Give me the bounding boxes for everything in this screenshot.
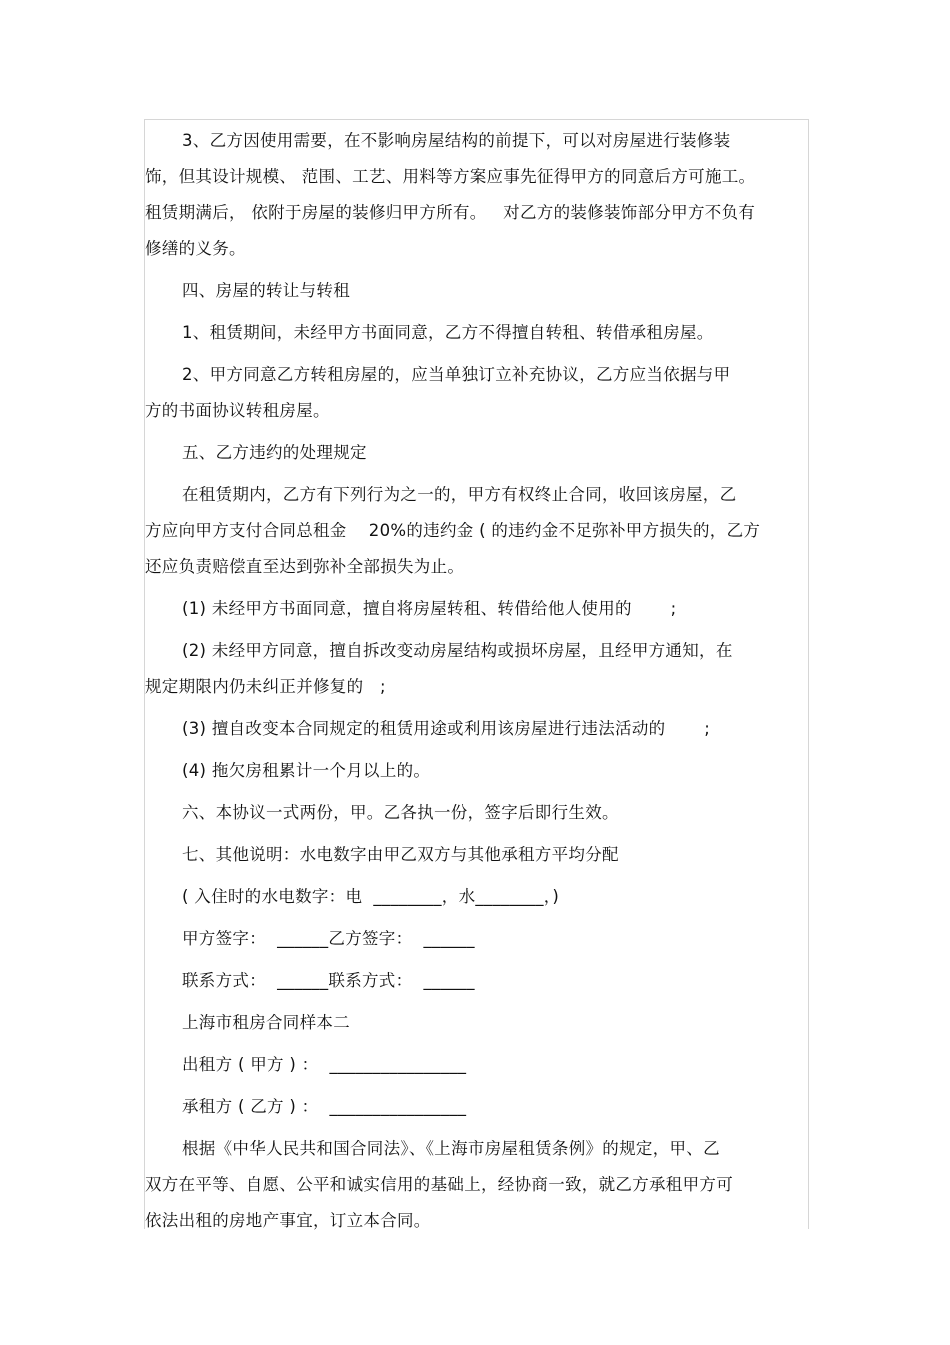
section-5-para-line-2: 方应向甲方支付合同总租金 20%的违约金 ( 的违约金不足弥补甲方损失的，乙方 — [145, 521, 761, 540]
violation-item-4: (4) 拖欠房租累计一个月以上的。 — [182, 761, 431, 780]
section-4-item-1: 1、租赁期间，未经甲方书面同意，乙方不得擅自转租、转借承租房屋。 — [182, 323, 714, 342]
section-5-heading: 五、乙方违约的处理规定 — [182, 443, 367, 462]
clause-3-line-4: 修缮的义务。 — [145, 239, 246, 258]
signature-line: 甲方签字： ______乙方签字： ______ — [182, 929, 475, 948]
preamble-line-1: 根据《中华人民共和国合同法》、《上海市房屋租赁条例》的规定，甲、乙 — [182, 1139, 720, 1158]
section-4-item-2-line-2: 方的书面协议转租房屋。 — [145, 401, 330, 420]
section-7-text: 七、其他说明：水电数字由甲乙双方与其他承租方平均分配 — [182, 845, 619, 864]
violation-item-2-line-1: (2) 未经甲方同意，擅自拆改变动房屋结构或损坏房屋，且经甲方通知，在 — [182, 641, 733, 660]
page-frame-right-border — [808, 119, 809, 1229]
clause-3-line-3: 租赁期满后， 依附于房屋的装修归甲方所有。 对乙方的装修装饰部分甲方不负有 — [145, 203, 756, 222]
page-frame-left-border — [144, 119, 145, 1229]
lessee-line: 承租方 ( 乙方 ) ： ________________ — [182, 1097, 467, 1116]
section-5-para-line-1: 在租赁期内，乙方有下列行为之一的，甲方有权终止合同，收回该房屋，乙 — [182, 485, 737, 504]
violation-item-2-line-2: 规定期限内仍未纠正并修复的 ; — [145, 677, 386, 696]
clause-3-line-2: 饰，但其设计规模、 范围、工艺、用料等方案应事先征得甲方的同意后方可施工。 — [145, 167, 756, 186]
violation-item-3: (3) 擅自改变本合同规定的租赁用途或利用该房屋进行违法活动的 ; — [182, 719, 711, 738]
utility-readings-line: ( 入住时的水电数字：电 ________，水________，) — [182, 887, 560, 906]
section-4-heading: 四、房屋的转让与转租 — [182, 281, 350, 300]
preamble-line-2: 双方在平等、自愿、公平和诚实信用的基础上，经协商一致，就乙方承租甲方可 — [145, 1175, 733, 1194]
clause-3-line-1: 3、乙方因使用需要，在不影响房屋结构的前提下，可以对房屋进行装修装 — [182, 131, 731, 150]
preamble-line-3: 依法出租的房地产事宜，订立本合同。 — [145, 1211, 431, 1230]
section-6-text: 六、本协议一式两份，甲。乙各执一份，签字后即行生效。 — [182, 803, 619, 822]
page-frame-top-border — [144, 119, 808, 120]
sample-2-title: 上海市租房合同样本二 — [182, 1013, 350, 1032]
lessor-line: 出租方 ( 甲方 ) ： ________________ — [182, 1055, 467, 1074]
violation-item-1: (1) 未经甲方书面同意，擅自将房屋转租、转借给他人使用的 ; — [182, 599, 677, 618]
section-4-item-2-line-1: 2、甲方同意乙方转租房屋的，应当单独订立补充协议，乙方应当依据与甲 — [182, 365, 731, 384]
contact-line: 联系方式： ______联系方式： ______ — [182, 971, 475, 990]
section-5-para-line-3: 还应负责赔偿直至达到弥补全部损失为止。 — [145, 557, 465, 576]
